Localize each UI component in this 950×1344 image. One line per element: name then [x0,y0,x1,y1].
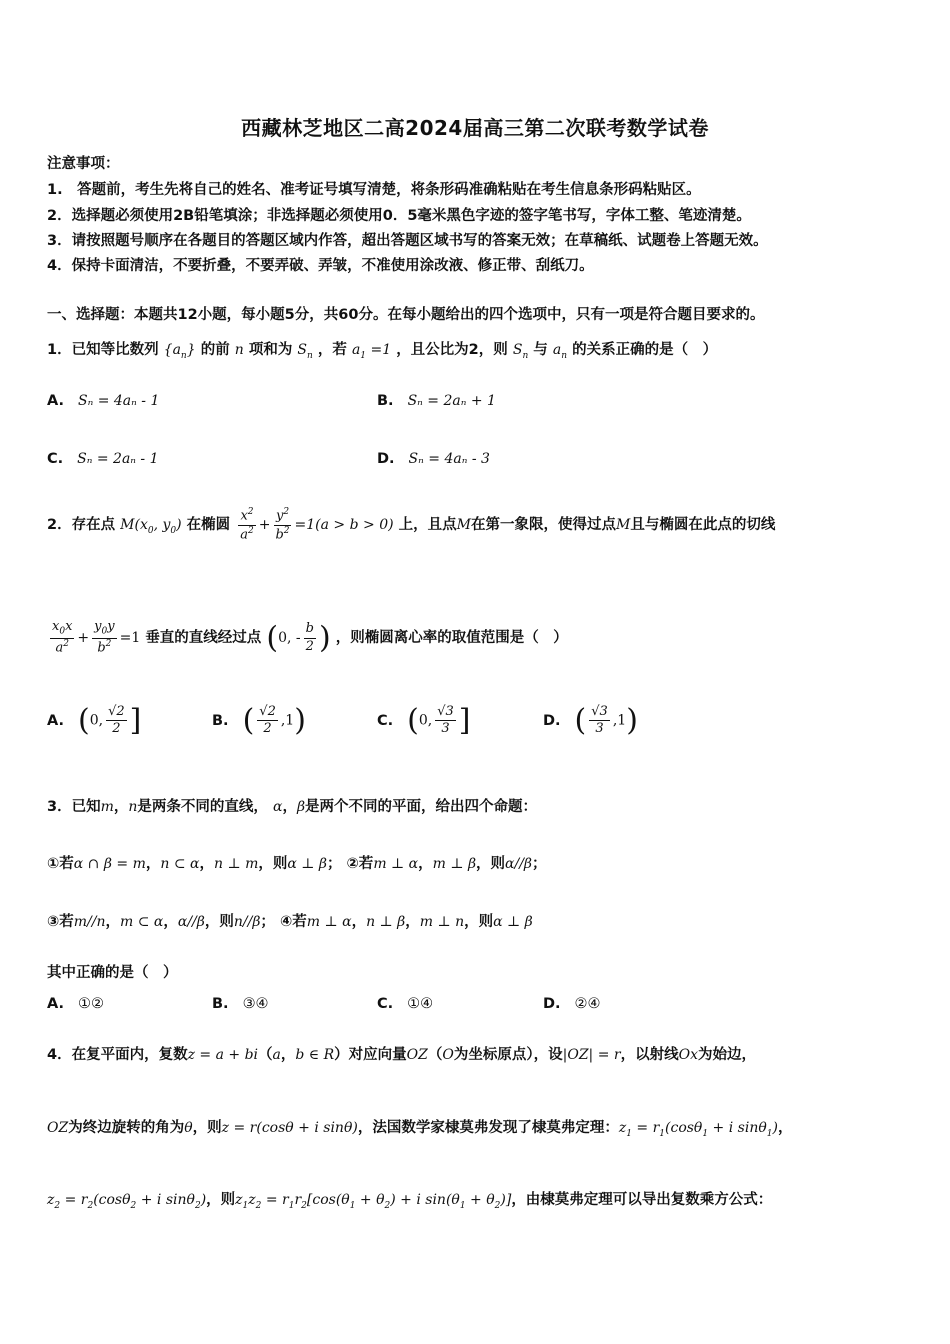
notice-item-3: 3．请按照题号顺序在各题目的答题区域内作答，超出答题区域书写的答案无效；在草稿纸、试题卷上答题无效。 [47,233,768,249]
q3-which-correct: 其中正确的是（ ） [47,965,178,981]
question-2-line-1: 2．存在点 $M(x_0$, $y_0$) 在椭圆 $\frac{x^2}{a^2}$ + $\frac{y^2}{b^2}$ =1(a > b > 0) 上，且点M在第一象限，使得过点M且与椭圆在此点的切线 [47,507,776,542]
q2-option-b[interactable]: B. ( $\frac{√2}{2}$ ,1) [212,703,306,738]
q3-propositions-1-2: ①若α ∩ β = m，n ⊂ α，n ⊥ m，则α ⊥ β； ②若m ⊥ α，m ⊥ β，则α//β； [47,856,547,872]
q1-option-c[interactable]: C. Sₙ = 2aₙ - 1 [47,451,159,467]
q2-option-c[interactable]: C. (0, $\frac{√3}{3}$ ] [377,703,471,738]
q3-option-c[interactable]: C. ①④ [377,996,434,1012]
q3-option-a[interactable]: A. ①② [47,996,104,1012]
q3-option-d[interactable]: D. ②④ [543,996,601,1012]
q3-propositions-3-4: ③若m//n，m ⊂ α，α//β，则n//β； ④若m ⊥ α，n ⊥ β，m ⊥ n，则α ⊥ β [47,914,533,930]
q1-option-b[interactable]: B. Sₙ = 2aₙ + 1 [377,393,496,409]
question-4-line-2: OZ为终边旋转的角为θ，则z = r(cosθ + i sinθ)，法国数学家棣莫弗发现了棣莫弗定理：$z_1 = r_1(\cos\theta_1 + i$ sinθ$_1$)， [47,1120,793,1139]
section-heading: 一、选择题：本题共12小题，每小题5分，共60分。在每小题给出的四个选项中，只有一项是符合题目要求的。 [47,307,765,323]
notice-heading: 注意事项： [47,156,120,172]
question-4-line-3: $z_2 = r_2(\cos\theta_2 + i$ sinθ$_2$)，则$z_1z_2 = r_1r_2[\cos(\theta_1 + \theta_2) + i$ $\sin(\theta_1 + \theta_2)$]，由棣莫弗定理可以导出复数乘方公式： [47,1192,773,1211]
page-title: 西藏林芝地区二高2024届高三第二次联考数学试卷 [241,116,709,140]
notice-item-4: 4．保持卡面清洁，不要折叠，不要弄破、弄皱，不准使用涂改液、修正带、刮纸刀。 [47,258,594,274]
math-expr: $\{a_n\}$ [163,342,196,361]
question-3: 3．已知m，n是两条不同的直线， α，β是两个不同的平面，给出四个命题： [47,799,538,815]
question-1: 1．已知等比数列 $\{a_n\}$ 的前 n 项和为 $S_n$ ，若 $a_1 =1$ ，且公比为2，则 $S_n$ 与 $a_n$ 的关系正确的是（ ） [47,342,718,361]
notice-item-2: 2．选择题必须使用2B铅笔填涂；非选择题必须使用0．5毫米黑色字迹的签字笔书写，字体工整、笔迹清楚。 [47,208,751,224]
q1-option-d[interactable]: D. Sₙ = 4aₙ - 3 [377,451,490,467]
question-4-line-1: 4．在复平面内，复数z = a + bi（a，b ∈ R）对应向量OZ（O为坐标原点），设|OZ| = r，以射线Ox为始边， [47,1047,756,1063]
q2-option-d[interactable]: D. ( $\frac{√3}{3}$ ,1) [543,703,638,738]
q1-option-a[interactable]: A. Sₙ = 4aₙ - 1 [47,393,160,409]
notice-item-1: 1. 答题前，考生先将自己的姓名、准考证号填写清楚，将条形码准确粘贴在考生信息条形码粘贴区。 [47,182,701,198]
q3-option-b[interactable]: B. ③④ [212,996,269,1012]
q2-option-a[interactable]: A. (0, $\frac{√2}{2}$ ] [47,703,142,738]
question-2-line-2: $\frac{x_0x}{a^2}$ + $\frac{y_0y}{b^2}$ =1 垂直的直线经过点 (0, - $\frac{b}{2}$ ) ，则椭圆离心率的取值范围是（ ） [52,619,568,656]
